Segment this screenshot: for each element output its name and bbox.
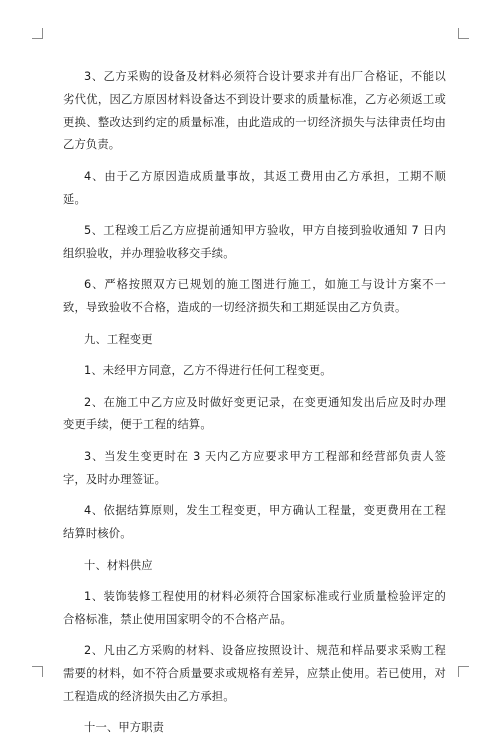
clause-5-completion-acceptance: 5、工程竣工后乙方应提前通知甲方验收，甲方自接到验收通知 7 日内组织验收，并办理验收移交手续。 — [63, 224, 446, 260]
crop-mark-bottom-left — [32, 666, 43, 677]
supply-clause-1: 1、装饰装修工程使用的材料必须符合国家标准或行业质量检验评定的合格标准，禁止使用国家明令的不合格产品。 — [63, 590, 446, 626]
change-clause-2: 2、在施工中乙方应及时做好变更记录，在变更通知发出后应及时办理变更手续，便于工程的结算。 — [63, 395, 446, 432]
section-heading-engineering-change: 九、工程变更 — [84, 332, 153, 346]
crop-mark-bottom-right — [458, 666, 469, 677]
change-clause-3: 3、当发生变更时在 3 天内乙方应要求甲方工程部和经营部负责人签字，及时办理签证。 — [63, 449, 446, 486]
supply-clause-2: 2、凡由乙方采购的材料、设备应按照设计、规范和样品要求采购工程需要的材料，如不符合质量要求或规格有差异，应禁止使用。若已使用，对工程造成的经济损失由乙方承担。 — [63, 644, 446, 703]
clause-4-quality-accident: 4、由于乙方原因造成质量事故，其返工费用由乙方承担，工期不顺延。 — [63, 169, 446, 206]
crop-mark-top-left — [32, 28, 43, 39]
document-body — [63, 66, 446, 749]
clause-6-construction-drawings: 6、严格按照双方已规划的施工图进行施工，如施工与设计方案不一致，导致验收不合格，造成的一切经济损失和工期延误由乙方负责。 — [63, 278, 446, 315]
change-clause-4: 4、依据结算原则，发生工程变更，甲方确认工程量，变更费用在工程结算时核价。 — [63, 504, 446, 541]
crop-mark-top-right — [458, 28, 469, 39]
clause-3-materials-quality: 3、乙方采购的设备及材料必须符合设计要求并有出厂合格证，不能以劣代优，因乙方原因材料设备达不到设计要求的质量标准，乙方必须返工或更换、整改达到约定的质量标准，由此造成的一切经济损失与法律责任均由乙方负责。 — [63, 70, 446, 152]
section-heading-party-a-duties: 十一、甲方职责 — [84, 721, 165, 735]
section-heading-material-supply: 十、材料供应 — [84, 558, 153, 572]
change-clause-1: 1、未经甲方同意，乙方不得进行任何工程变更。 — [84, 364, 332, 378]
